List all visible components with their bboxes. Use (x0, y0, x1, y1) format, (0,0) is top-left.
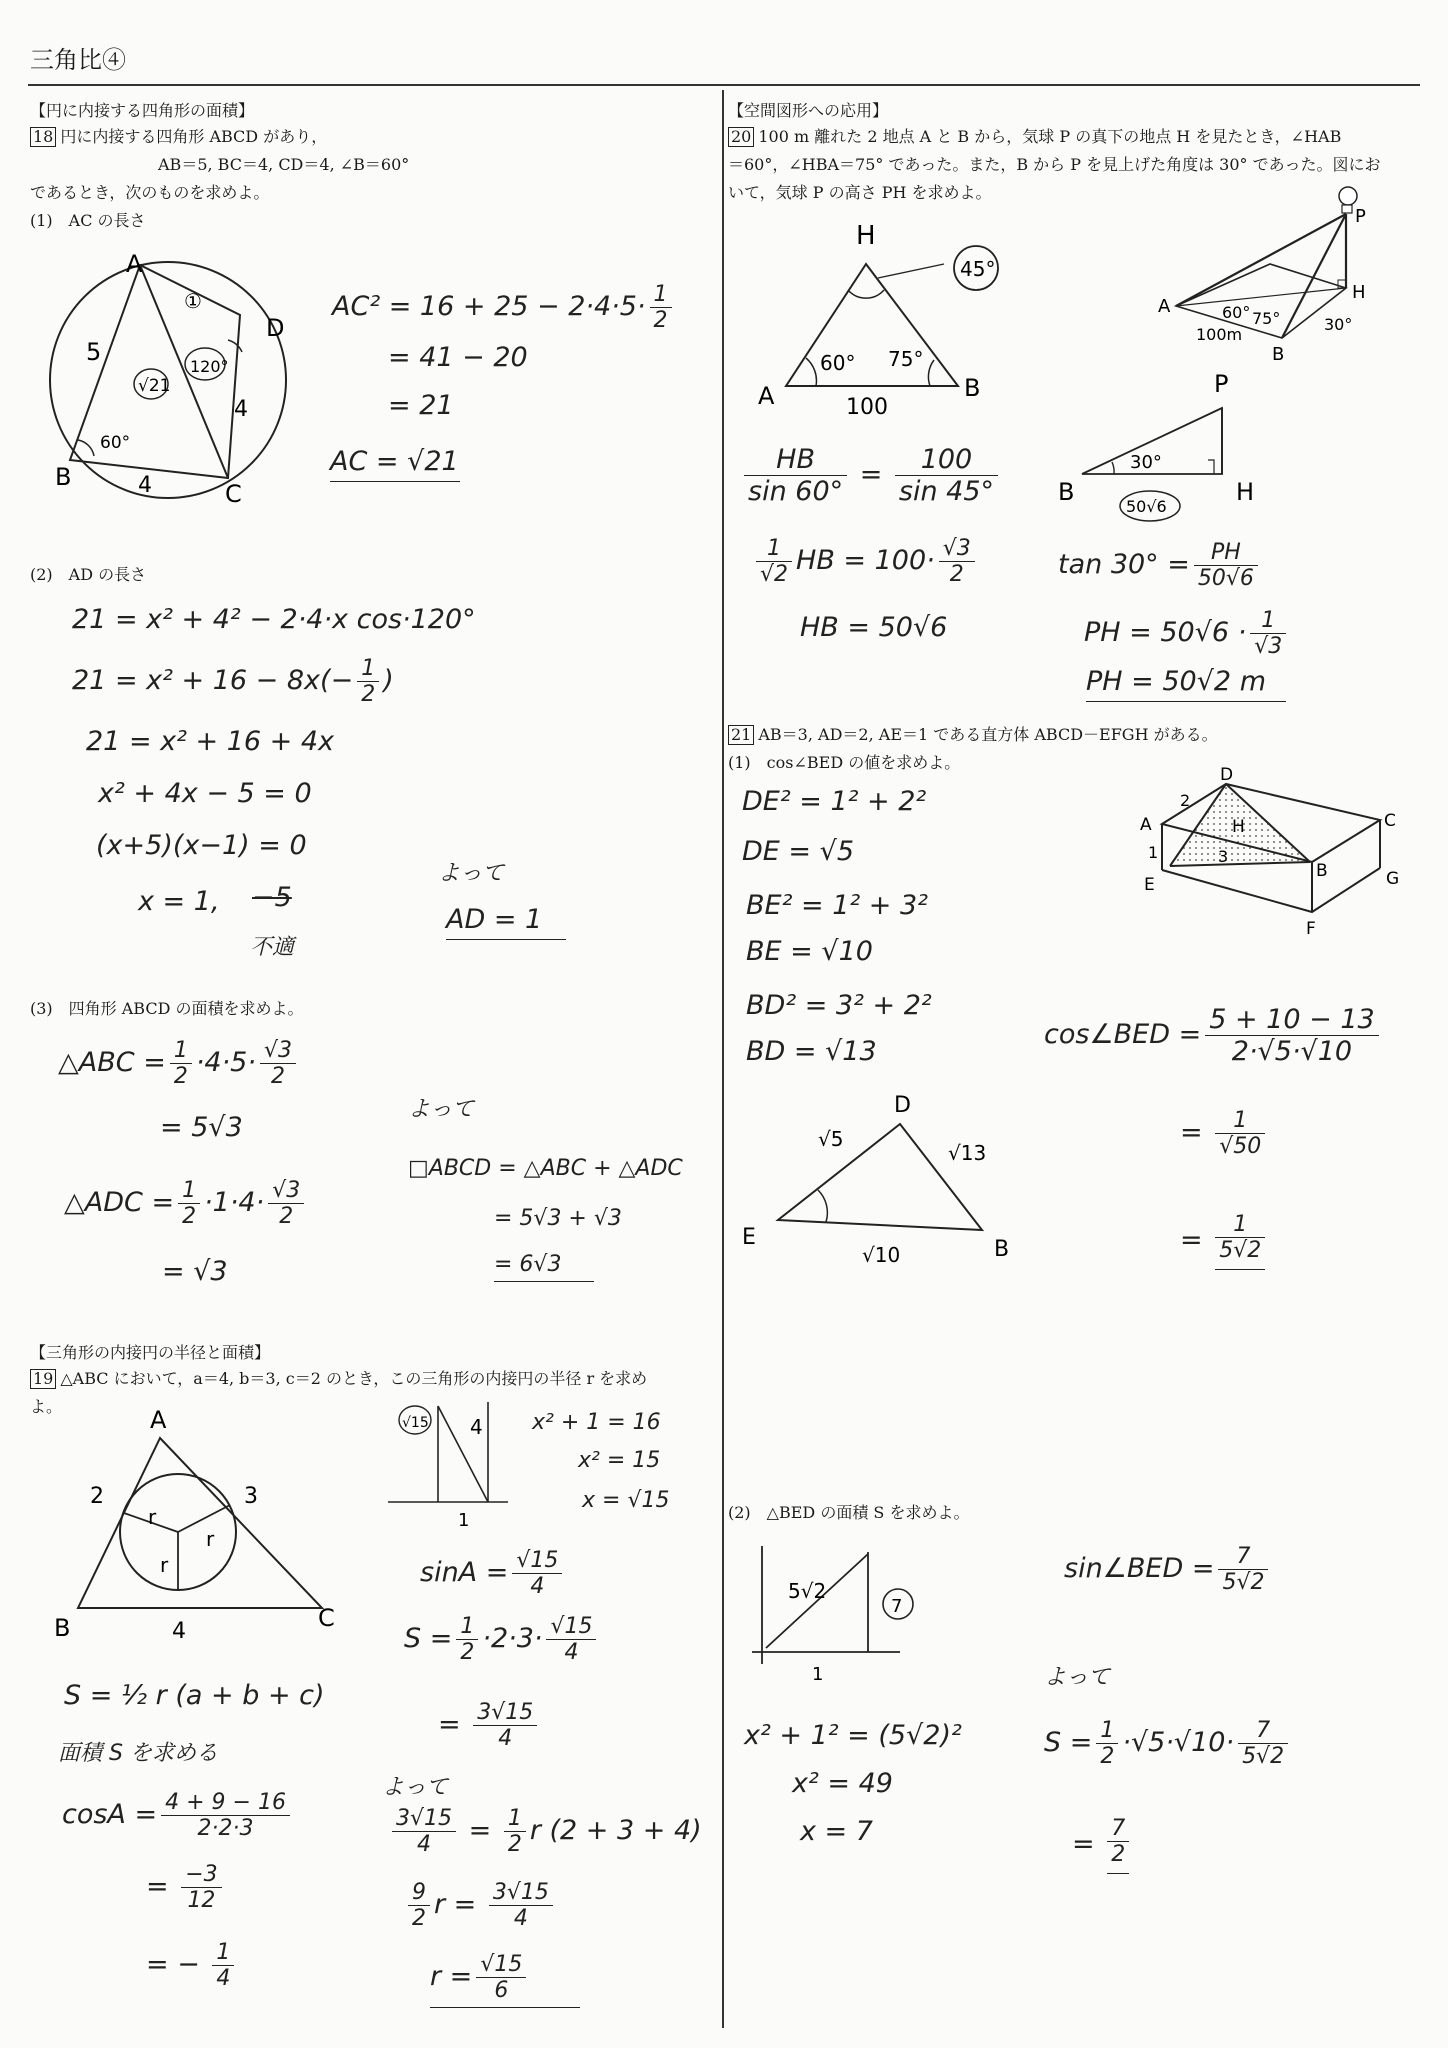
area-19-result: = $\frac{3√15}{4}$ (438, 1700, 541, 1751)
eq-19-1: $\frac{3√15}{4}$ = $\frac{1}{2}$ r (2 + 3 + 4) (388, 1806, 702, 1857)
answer-18-2: AD = 1 (446, 904, 566, 940)
rejected-root: −5 (252, 882, 292, 913)
answer-20: PH = 50√2 m (1086, 666, 1286, 702)
section-heading-inscribed-quad: 【円に内接する四角形の面積】 (30, 101, 255, 120)
triPBH-B: B (1058, 478, 1075, 506)
triDEB-E: E (742, 1225, 756, 1250)
rt21-opp: 7 (891, 1596, 903, 1617)
cosA-19-step2: = $\frac{-3}{12}$ (146, 1862, 226, 1913)
cosA-19: cosA = $\frac{4 + 9 - 16}{2\cdot 2\cdot 3}$ (62, 1790, 294, 1841)
rt19-opp: √15 (402, 1415, 429, 1431)
triDEB-db: √13 (948, 1141, 987, 1165)
cosA-19-step3: = − $\frac{1}{4}$ (146, 1940, 238, 1991)
work-18-2-line5: (x+5)(x−1) = 0 (96, 830, 307, 861)
question-21-2: (2) △BED の面積 S を求めよ。 (728, 1503, 970, 1522)
cos-21-step2: = $\frac{1}{√50}$ (1180, 1108, 1269, 1159)
box-B: B (1316, 861, 1328, 881)
label-A: A (126, 250, 143, 278)
problem-number-20: 20 (728, 127, 754, 147)
work-18-2-line1: 21 = x² + 4² − 2·4·x cos·120° (72, 604, 476, 635)
tri19-side-c: 2 (90, 1484, 104, 1509)
pyth-19-3: x = √15 (582, 1488, 670, 1513)
work-18-1-line3: = 21 (388, 390, 454, 421)
column-divider (722, 90, 724, 2028)
label-D: D (266, 314, 285, 342)
therefore-18-3: よって (408, 1097, 475, 1122)
triHAB-A: A (758, 382, 775, 410)
triHAB-75: 75° (888, 347, 924, 371)
pyth-21-2: x² = 49 (792, 1768, 893, 1799)
triHAB-B: B (964, 374, 981, 402)
box-H: H (1232, 817, 1245, 837)
triHAB-H: H (856, 221, 876, 251)
work-18-2-line6: x = 1, (138, 886, 220, 917)
therefore-18-2: よって (438, 861, 505, 886)
header-divider (28, 84, 1420, 86)
sin-21: sin∠BED = $\frac{7}{5√2}$ (1064, 1544, 1272, 1595)
area-19-step: S = $\frac{1}{2}$ ·2·3· $\frac{√15}{4}$ (404, 1614, 600, 1665)
box-C: C (1384, 811, 1396, 831)
work-21-3: BE² = 1² + 3² (746, 890, 928, 921)
note-19: 面積 S を求める (58, 1741, 218, 1766)
rt21-base: 1 (812, 1664, 824, 1685)
triHAB-60: 60° (820, 351, 856, 375)
box-len-2: 2 (1180, 791, 1191, 810)
sinA-19: sinA = $\frac{√15}{4}$ (420, 1548, 566, 1599)
label-cd: 4 (234, 397, 248, 422)
tri19-r3: r (160, 1553, 169, 1577)
label-ac: √21 (138, 376, 171, 396)
answer-21-2: = $\frac{7}{2}$ (1072, 1816, 1133, 1874)
work-18-3-abc-result: = 5√3 (160, 1112, 243, 1143)
work-18-3-adc: △ADC = $\frac{1}{2}$ ·1·4· $\frac{√3}{2}$ (64, 1178, 308, 1229)
rt21-hyp: 5√2 (788, 1579, 827, 1603)
pyth-21-3: x = 7 (800, 1816, 873, 1847)
hb-20: HB = 50√6 (800, 612, 948, 643)
problem-18-ask: であるとき，次のものを求めよ。 (30, 183, 270, 202)
tri19-label-A: A (150, 1406, 167, 1434)
rt19-base: 1 (458, 1510, 470, 1531)
question-18-2: (2) AD の長さ (30, 565, 147, 584)
pyth-21-1: x² + 1² = (5√2)² (744, 1720, 962, 1751)
work-18-3-sum: □ABCD = △ABC + △ADC (408, 1156, 683, 1181)
fig20-60: 60° (1222, 303, 1251, 322)
box-A: A (1140, 815, 1152, 835)
tri19-label-B: B (54, 1614, 71, 1642)
triDEB-D: D (894, 1093, 911, 1118)
tri19-label-C: C (318, 1604, 335, 1632)
therefore-19: よって (382, 1775, 449, 1800)
problem-19-text2: よ。 (30, 1397, 63, 1416)
triDEB-B: B (994, 1237, 1010, 1262)
label-ad: ① (184, 289, 202, 313)
triPBH-30: 30° (1130, 452, 1162, 473)
rt19-hyp: 4 (470, 1415, 483, 1439)
problem-18-intro: 18 円に内接する四角形 ABCD があり， (30, 124, 327, 150)
tri19-r1: r (148, 1505, 157, 1529)
triPBH-H: H (1236, 478, 1255, 506)
label-angle-D: 120° (190, 357, 229, 376)
eq-19-2: $\frac{9}{2}$ r = $\frac{3√15}{4}$ (404, 1880, 557, 1931)
triHAB-45: 45° (960, 257, 996, 281)
pyth-19-2: x² = 15 (578, 1448, 661, 1473)
tri19-r2: r (206, 1527, 215, 1551)
question-18-1: (1) AC の長さ (30, 211, 146, 230)
problem-number-18: 18 (30, 127, 56, 147)
work-18-3-adc-result: = √3 (162, 1256, 228, 1287)
work-21-2: DE = √5 (742, 836, 855, 867)
label-ab: 5 (86, 338, 102, 366)
fig20-dist: 100m (1196, 325, 1243, 344)
question-18-3: (3) 四角形 ABCD の面積を求めよ。 (30, 999, 304, 1018)
problem-20-text1: 20 100 m 離れた 2 地点 A と B から，気球 P の真下の地点 H を見たとき，∠HAB (728, 124, 1341, 150)
box-len-3: 3 (1218, 847, 1229, 866)
box-D: D (1220, 765, 1234, 785)
pyth-19-1: x² + 1 = 16 (532, 1410, 661, 1435)
answer-19: r = $\frac{√15}{6}$ (430, 1952, 580, 2008)
work-21-1: DE² = 1² + 2² (742, 786, 927, 817)
label-bc: 4 (138, 473, 152, 498)
problem-20-text2: ＝60°，∠HBA＝75° であった。また，B から P を見上げた角度は 30° であった。図にお (728, 155, 1381, 174)
label-B: B (55, 463, 72, 491)
box-E: E (1144, 875, 1155, 895)
work-18-2-line4: x² + 4x − 5 = 0 (98, 778, 312, 809)
fig20-B: B (1272, 344, 1285, 365)
problem-18-given: AB＝5, BC＝4, CD＝4, ∠B＝60° (158, 155, 410, 174)
answer-18-1: AC = √21 (330, 446, 460, 482)
problem-number-21: 21 (728, 725, 754, 745)
box-F: F (1306, 919, 1316, 939)
fig20-30: 30° (1324, 315, 1353, 334)
question-21-1: (1) cos∠BED の値を求めよ。 (728, 753, 961, 772)
problem-19-text: 19 △ABC において，a＝4, b＝3, c＝2 のとき，この三角形の内接円の半径 r を求め (30, 1366, 647, 1392)
therefore-21: よって (1044, 1665, 1111, 1690)
problem-number-19: 19 (30, 1369, 56, 1389)
box-len-1: 1 (1148, 843, 1159, 862)
fig20-75: 75° (1252, 309, 1281, 328)
work-18-3-sum2: = 5√3 + √3 (494, 1206, 622, 1231)
label-C: C (225, 480, 242, 508)
work-21-4: BE = √10 (746, 936, 873, 967)
cos-21: cos∠BED = $\frac{5 + 10 - 13}{2\cdot√5\cdot√10}$ (1044, 1004, 1383, 1067)
work-18-2-line2: 21 = x² + 16 − 8x(− $\frac{1}{2}$ ) (72, 656, 394, 707)
page-title: 三角比④ (30, 47, 126, 74)
work-21-5: BD² = 3² + 2² (746, 990, 932, 1021)
answer-18-3: = 6√3 (494, 1252, 594, 1282)
tri19-side-a: 4 (172, 1619, 186, 1644)
work-18-1-line1: AC² = 16 + 25 − 2·4·5· $\frac{1}{2}$ (332, 282, 676, 333)
fig20-A: A (1158, 296, 1171, 317)
triDEB-de: √5 (818, 1127, 844, 1151)
tan-20: tan 30° = $\frac{PH}{50√6}$ (1058, 540, 1262, 591)
fig20-H: H (1352, 282, 1366, 303)
box-G: G (1386, 869, 1400, 889)
problem-20-text3: いて，気球 P の高さ PH を求めよ。 (728, 183, 992, 202)
fig20-P: P (1355, 206, 1366, 227)
triDEB-eb: √10 (862, 1243, 901, 1267)
work-18-2-line3: 21 = x² + 16 + 4x (86, 726, 335, 757)
step-20-2: $\frac{1}{√2}$ HB = 100· $\frac{√3}{2}$ (752, 536, 979, 587)
area-21: S = $\frac{1}{2}$ ·√5·√10· $\frac{7}{5√2}$ (1044, 1718, 1292, 1769)
triPBH-hb: 50√6 (1126, 497, 1167, 516)
triHAB-base: 100 (846, 395, 888, 420)
triPBH-P: P (1214, 370, 1229, 398)
label-angle-B: 60° (100, 433, 131, 453)
tri19-side-b: 3 (244, 1484, 258, 1509)
law-of-sines-20: $\frac{HB}{\sin 60^\circ}$ = $\frac{100}{\sin 45^\circ}$ (740, 444, 1002, 507)
work-18-1-line2: = 41 − 20 (388, 342, 528, 373)
section-heading-incircle: 【三角形の内接円の半径と面積】 (30, 1343, 271, 1362)
formula-19: S = ½ r (a + b + c) (64, 1680, 325, 1711)
work-18-3-abc: △ABC = $\frac{1}{2}$ ·4·5· $\frac{√3}{2}$ (58, 1038, 300, 1089)
problem-21-text: 21 AB＝3, AD＝2, AE＝1 である直方体 ABCD－EFGH がある。 (728, 722, 1218, 748)
work-21-6: BD = √13 (746, 1036, 877, 1067)
section-heading-space: 【空間図形への応用】 (728, 101, 889, 120)
ph-20-step: PH = 50√6 · $\frac{1}{√3}$ (1084, 608, 1290, 659)
answer-21-1: = $\frac{1}{5√2}$ (1180, 1212, 1269, 1270)
rejected-note: 不適 (250, 935, 295, 960)
